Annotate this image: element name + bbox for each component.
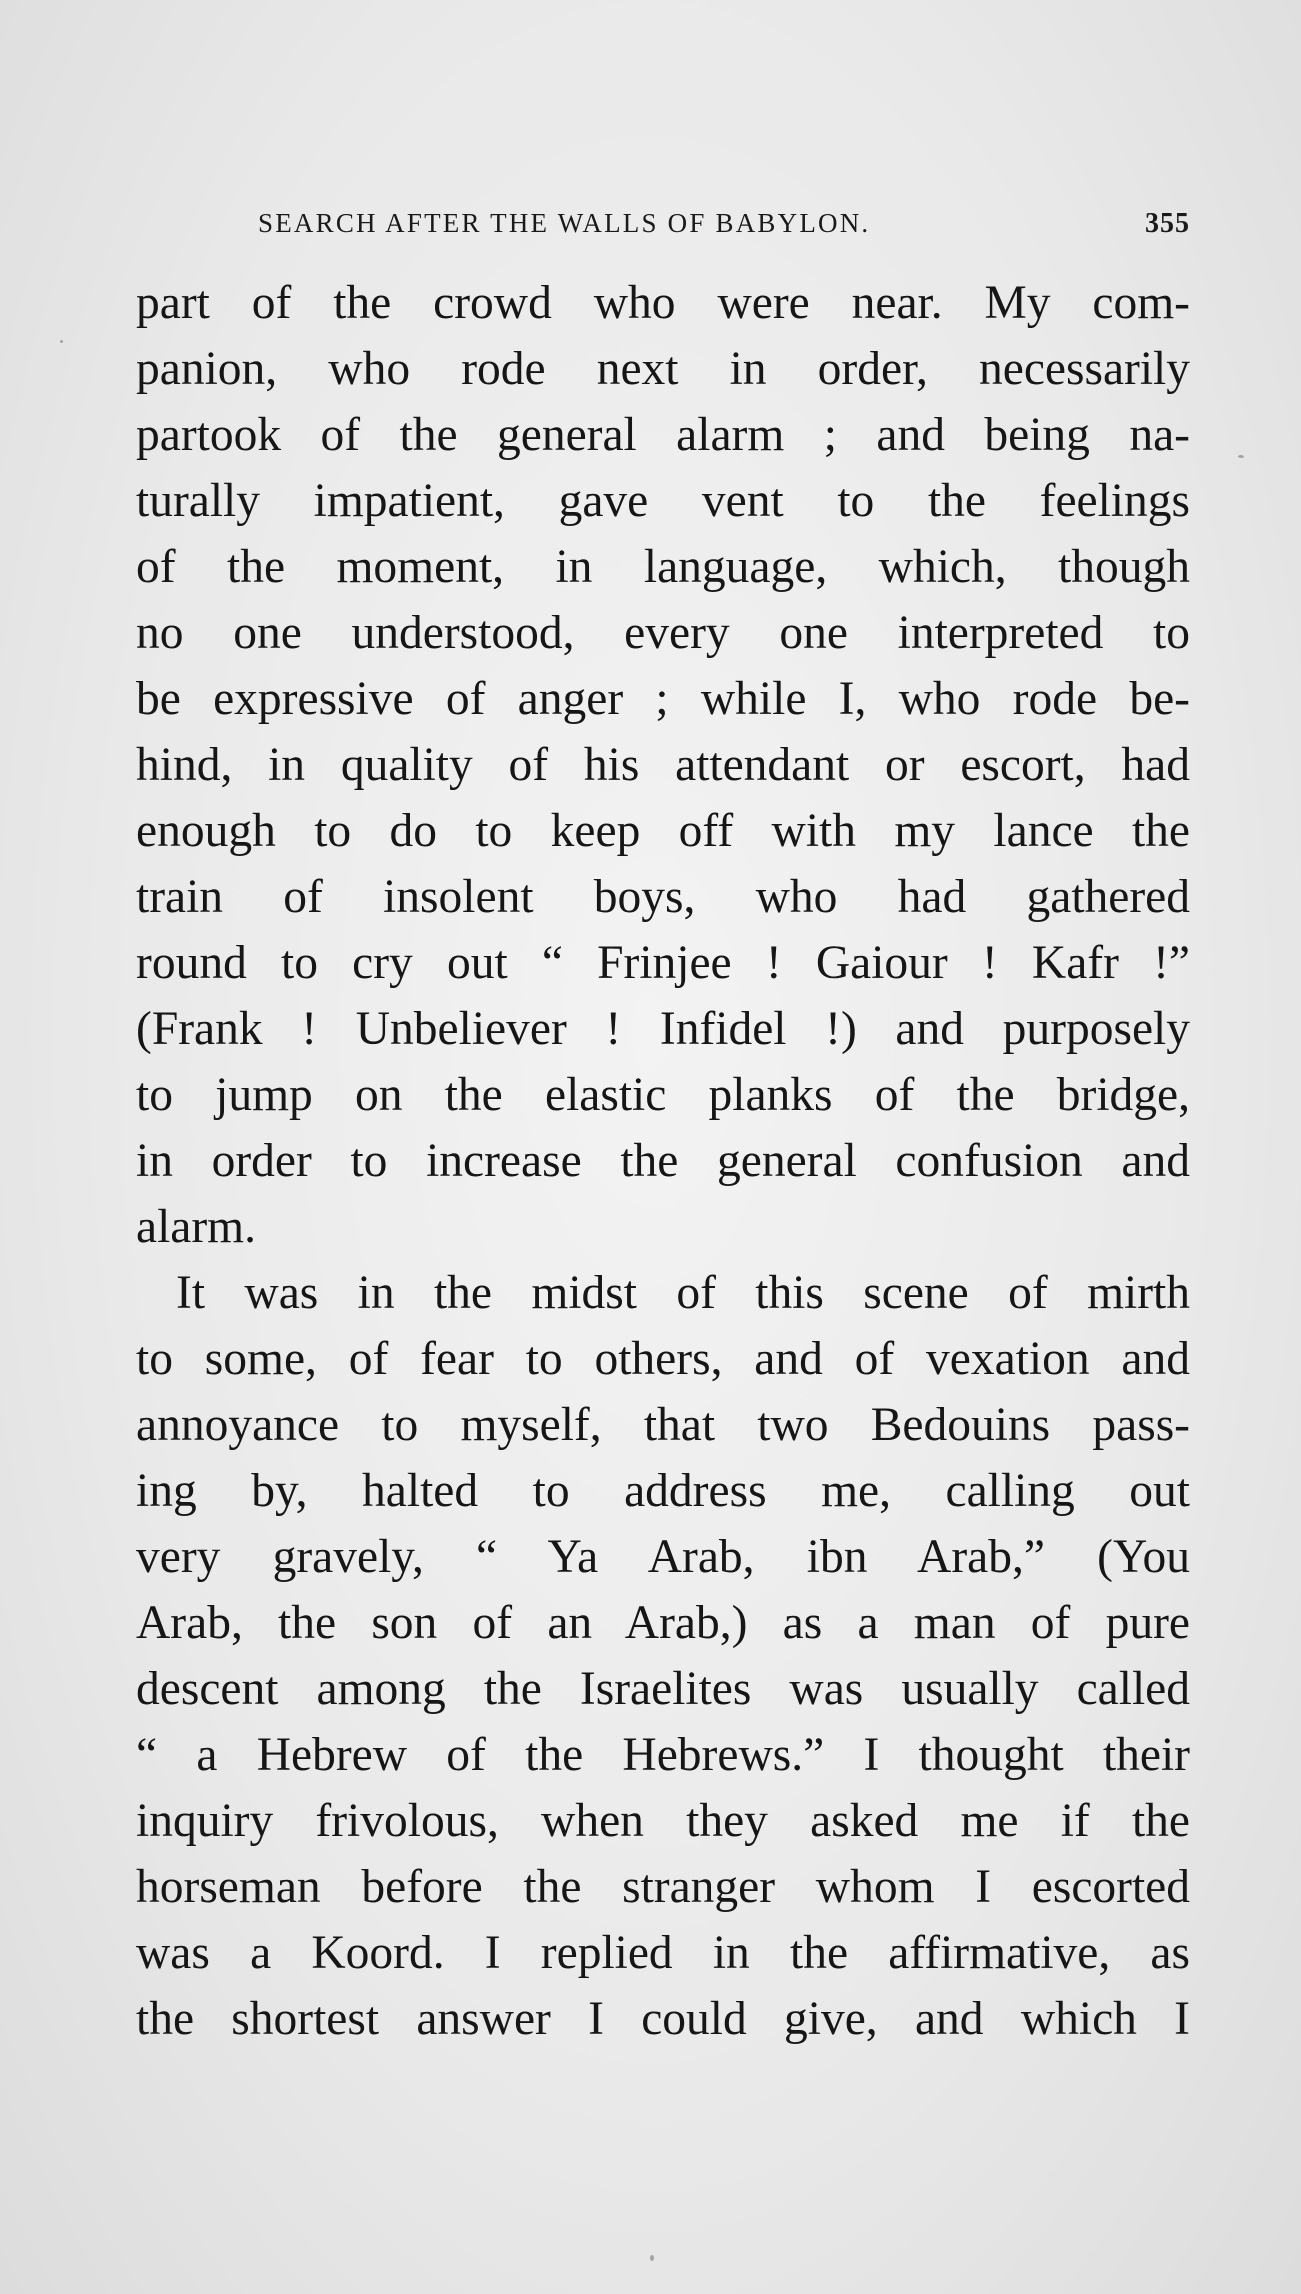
text-line: no one understood, every one interpreted to bbox=[136, 607, 1190, 659]
body-text bbox=[136, 270, 1190, 2052]
paragraph-end-line: alarm. bbox=[136, 1201, 257, 1253]
text-line: horseman before the stranger whom I escorted bbox=[136, 1861, 1190, 1913]
print-speck bbox=[1238, 455, 1244, 458]
running-title: SEARCH AFTER THE WALLS OF BABYLON. bbox=[258, 208, 871, 238]
text-line: (Frank ! Unbeliever ! Infidel !) and purposely bbox=[136, 1003, 1190, 1055]
text-line: to some, of fear to others, and of vexation and bbox=[136, 1333, 1190, 1385]
text-line: be expressive of anger ; while I, who rode be- bbox=[136, 673, 1190, 725]
text-line: annoyance to myself, that two Bedouins pass- bbox=[136, 1399, 1190, 1451]
text-line: descent among the Israelites was usually called bbox=[136, 1663, 1190, 1715]
text-line: the shortest answer I could give, and which I bbox=[136, 1993, 1190, 2045]
text-line: of the moment, in language, which, though bbox=[136, 541, 1190, 593]
print-speck bbox=[650, 2255, 654, 2261]
running-head bbox=[138, 208, 1190, 248]
text-line: very gravely, “ Ya Arab, ibn Arab,” (You bbox=[136, 1531, 1190, 1583]
page-number: 355 bbox=[1145, 208, 1190, 239]
text-line: round to cry out “ Frinjee ! Gaiour ! Kafr !” bbox=[136, 937, 1190, 989]
text-line: “ a Hebrew of the Hebrews.” I thought their bbox=[136, 1729, 1190, 1781]
text-line: turally impatient, gave vent to the feelings bbox=[136, 475, 1190, 527]
text-line: was a Koord. I replied in the affirmative, as bbox=[136, 1927, 1190, 1979]
text-line: train of insolent boys, who had gathered bbox=[136, 871, 1190, 923]
text-line: to jump on the elastic planks of the bridge, bbox=[136, 1069, 1190, 1121]
text-line: enough to do to keep off with my lance the bbox=[136, 805, 1190, 857]
text-line: partook of the general alarm ; and being na- bbox=[136, 409, 1190, 461]
print-speck bbox=[60, 340, 63, 343]
text-line: Arab, the son of an Arab,) as a man of pure bbox=[136, 1597, 1190, 1649]
text-line: part of the crowd who were near. My com- bbox=[136, 277, 1190, 329]
paragraph-start-line: It was in the midst of this scene of mirth bbox=[176, 1267, 1190, 1319]
text-line: inquiry frivolous, when they asked me if the bbox=[136, 1795, 1190, 1847]
text-line: hind, in quality of his attendant or escort, had bbox=[136, 739, 1190, 791]
text-line: panion, who rode next in order, necessarily bbox=[136, 343, 1190, 395]
text-line: ing by, halted to address me, calling out bbox=[136, 1465, 1190, 1517]
text-line: in order to increase the general confusion and bbox=[136, 1135, 1190, 1187]
